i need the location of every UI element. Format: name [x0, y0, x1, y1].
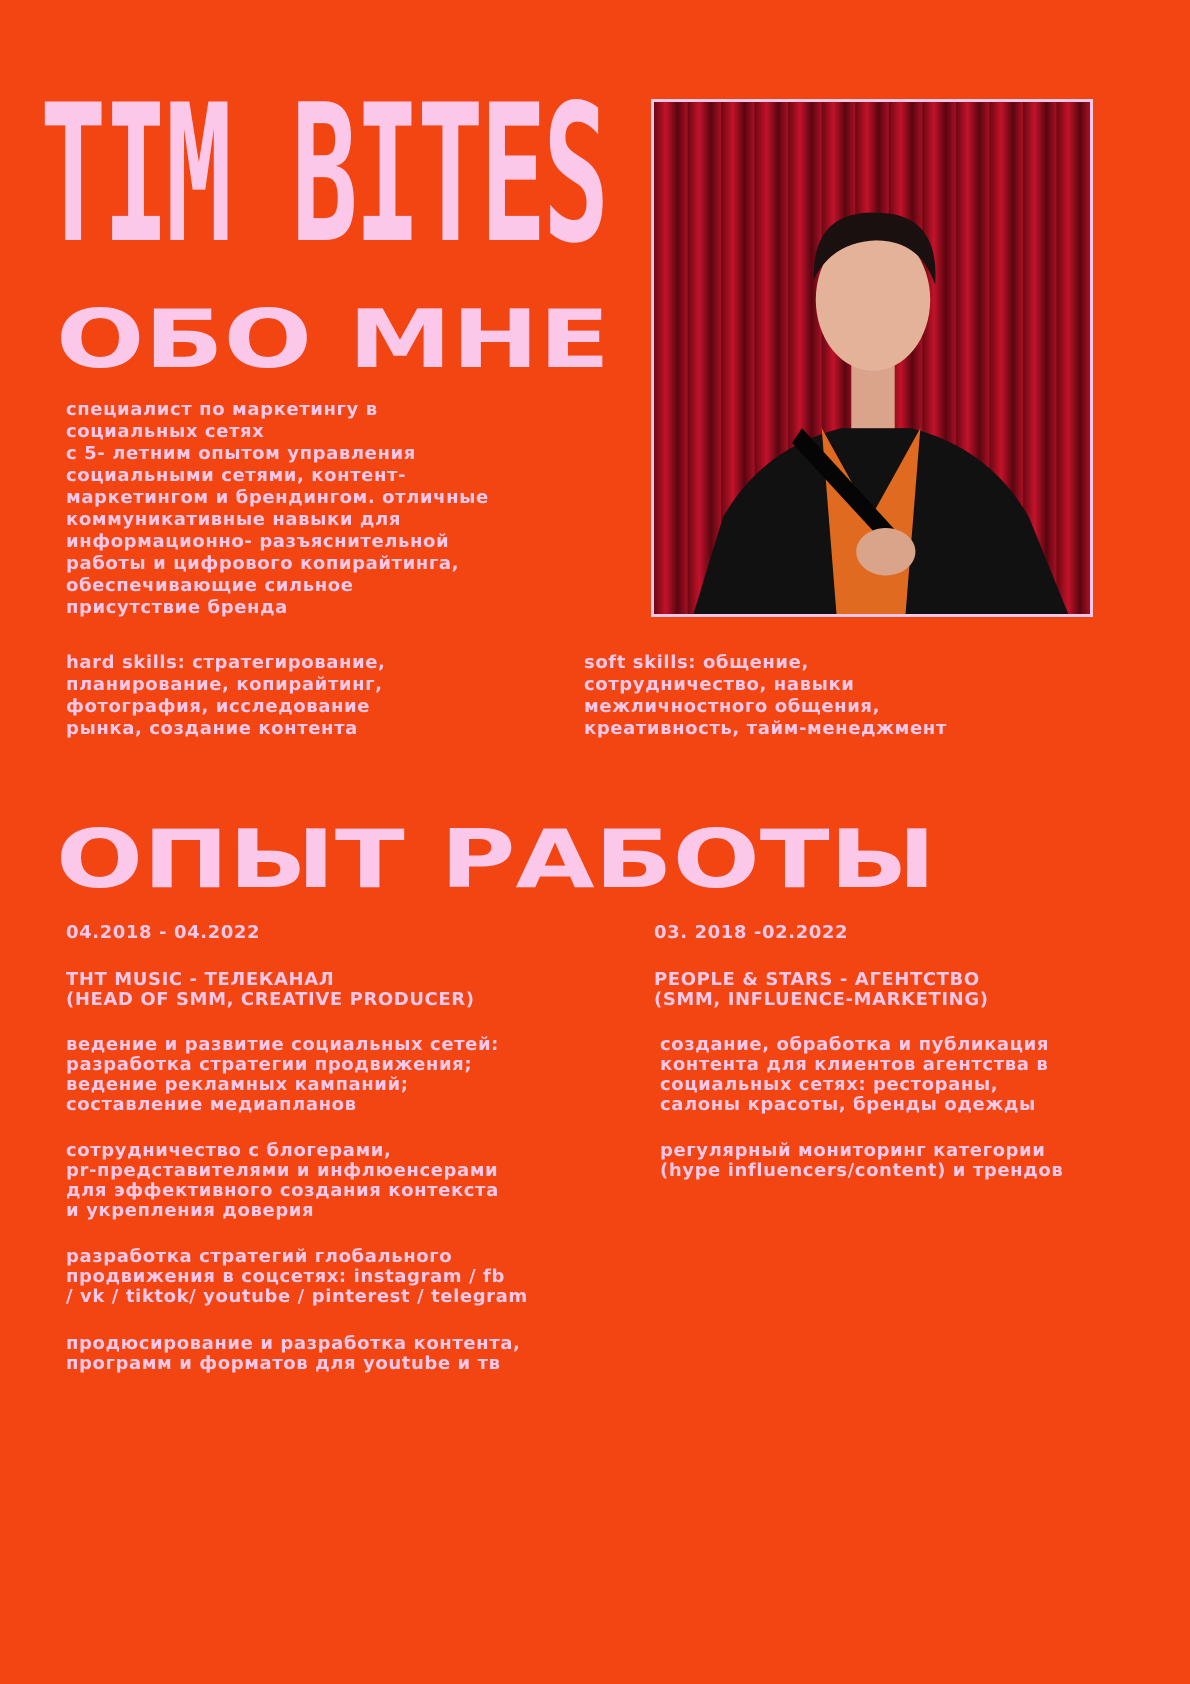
job-1-duty-3: разработка стратегий глобального продвижения в соцсетях: instagram / fb / vk / tiktok/ youtube / pinterest / telegram: [66, 1246, 528, 1307]
job-2-duty-1: создание, обработка и публикация контента для клиентов агентства в социальных сетях: рестораны, салоны красоты, бренды одежды: [660, 1034, 1049, 1115]
job-1-duty-1: ведение и развитие социальных сетей: разработка стратегии продвижения; ведение рекламных кампаний; составление медиапланов: [66, 1034, 499, 1115]
soft-skills: soft skills: общение, сотрудничество, навыки межличностного общения, креативность, тайм-менеджмент: [584, 652, 947, 739]
about-text: специалист по маркетингу в социальных сетях с 5- летним опытом управления социальными сетями, контент- маркетингом и брендингом. отличные коммуникативные навыки для информационно- разъяснительной работы и цифрового копирайтинга, обеспечивающие сильное присутствие бренда: [66, 399, 489, 618]
job-1-duty-2: сотрудничество с блогерами, pr-представителями и инфлюенсерами для эффективного создания контекста и укрепления доверия: [66, 1140, 499, 1221]
job-2-dates: 03. 2018 -02.2022: [654, 922, 849, 943]
job-2-company: PEOPLE & STARS - АГЕНТСТВО (SMM, INFLUENCE-MARKETING): [654, 969, 989, 1010]
about-heading: ОБО МНЕ: [56, 293, 610, 386]
name-heading: TIM BITES: [40, 64, 606, 285]
job-1-duty-4: продюсирование и разработка контента, программ и форматов для youtube и тв: [66, 1333, 521, 1374]
hard-skills: hard skills: стратегирование, планирование, копирайтинг, фотография, исследование рынка, создание контента: [66, 652, 386, 739]
job-1-dates: 04.2018 - 04.2022: [66, 922, 261, 943]
experience-heading: ОПЫТ РАБОТЫ: [56, 813, 936, 906]
portrait-image: [654, 102, 1090, 614]
job-2-duty-2: регулярный мониторинг категории (hype influencers/content) и трендов: [660, 1140, 1064, 1181]
profile-photo: [651, 99, 1093, 617]
job-1-company: ТНТ MUSIC - ТЕЛЕКАНАЛ (HEAD OF SMM, CREATIVE PRODUCER): [66, 969, 475, 1010]
